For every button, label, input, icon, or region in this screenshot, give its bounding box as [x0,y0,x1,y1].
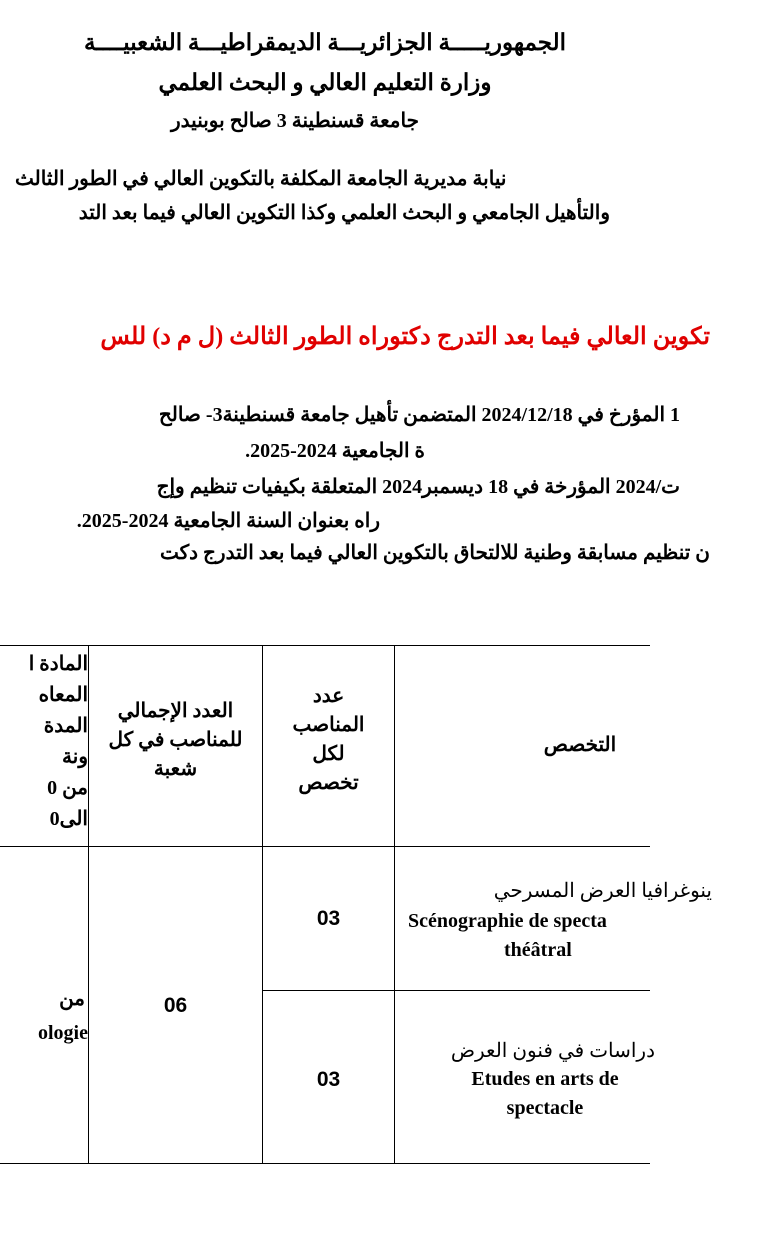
vice-rectorate-line-1: نيابة مديرية الجامعة المكلفة بالتكوين العالي في الطور الثالث [15,168,507,190]
header-posts-per-specialty [263,682,394,798]
header-subject-line: المدة [43,715,88,737]
row-2-specialty-ar: دراسات في فنون العرض [450,1040,655,1062]
vice-rectorate-line-2: والتأهيل الجامعي و البحث العلمي وكذا التكوين العالي فيما بعد التد [78,202,610,224]
row-2-specialty-fr-line: Etudes en arts de [471,1068,619,1090]
table-border-bottom [0,1163,650,1164]
header-specialty: التخصص [543,734,617,756]
header-total-line: للمناصب في كل [108,729,243,751]
header-total-line: شعبة [153,758,198,780]
body-line-2: ة الجامعية 2024-2025. [245,440,425,462]
ministry-name: وزارة التعليم العالي و البحث العلمي [158,70,492,95]
table-row-divider [262,990,650,991]
row-2-specialty-fr-line: spectacle [506,1097,584,1119]
subject-partial-ar: من [59,988,85,1010]
positions-table [0,645,712,1165]
header-subject-line: ونة [62,746,88,768]
header-total-posts [89,697,262,784]
row-1-specialty-fr [408,907,718,965]
university-name: جامعة قسنطينة 3 صالح بوبنيدر [171,110,419,132]
row-1-specialty-fr-line: Scénographie de specta [408,910,607,932]
row-1-specialty-ar: ينوغرافيا العرض المسرحي [493,880,712,902]
header-posts-line: عدد [312,685,345,707]
header-posts-line: تخصص [298,772,359,794]
row-1-posts: 03 [316,907,341,930]
body-line-1: 1 المؤرخ في 2024/12/18 المتضمن تأهيل جامعة قسنطينة3- صالح [158,404,680,426]
republic-name: الجمهوريـــــة الجزائريـــة الديمقراطيـــة الشعبيــــة [83,30,567,55]
total-posts-value: 06 [163,994,188,1017]
body-line-4: راه بعنوان السنة الجامعية 2024-2025. [76,510,380,532]
announcement-title: تكوين العالي فيما بعد التدرج دكتوراه الطور الثالث (ل م د) للس [100,324,710,350]
table-border-top [0,645,650,646]
subject-partial-fr: ologie [38,1022,88,1044]
header-subject-line: من 0 [47,777,88,799]
header-subject-line: المعاه [38,684,88,706]
row-1-specialty-fr-line: théâtral [504,939,572,961]
header-subject-line: الى0 [49,808,88,830]
row-2-specialty-fr [435,1065,655,1123]
row-2-posts: 03 [316,1068,341,1091]
header-total-line: العدد الإجمالي [117,700,234,722]
body-line-5: ن تنظيم مسابقة وطنية للالتحاق بالتكوين العالي فيما بعد التدرج دكت [159,542,710,564]
header-posts-line: المناصب [292,714,365,736]
header-posts-line: لكل [312,743,345,765]
table-header-divider [0,846,650,847]
header-subject-line: المادة ا [28,653,88,675]
table-col-line [394,645,395,1164]
body-line-3: ت/2024 المؤرخة في 18 ديسمبر2024 المتعلقة بكيفيات تنظيم وإج [156,476,680,498]
header-subject [0,649,88,835]
